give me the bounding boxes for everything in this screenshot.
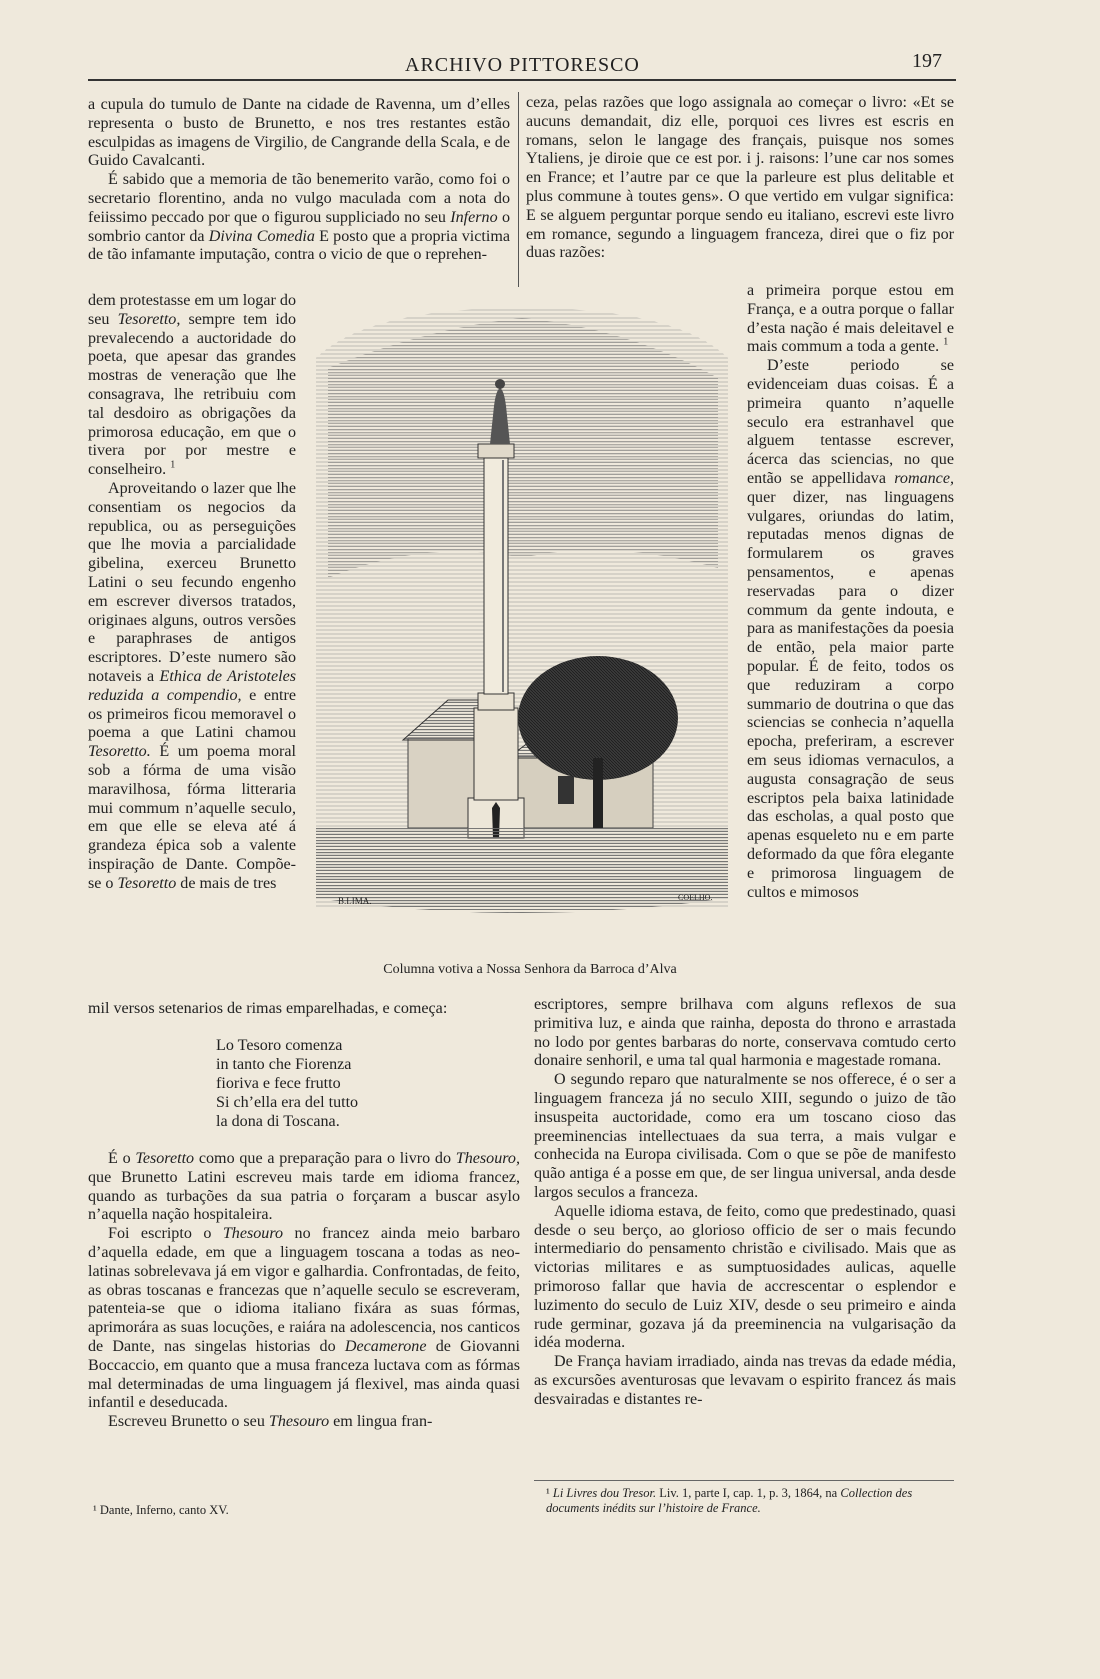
- poem-line: fioriva e fece frutto: [216, 1075, 341, 1092]
- poem-line: Lo Tesoro comenza: [216, 1037, 343, 1054]
- ground: [316, 828, 728, 913]
- paragraph: a primeira porque estou em França, e a outra porque o fallar d’esta nação é mais deleitavel e mais commum a toda a gente. $^1$: [747, 282, 954, 356]
- paragraph: a cupula do tumulo de Dante na cidade de Ravenna, um d’elles representa o busto de Brunetto, e nos tres restantes estão esculpidas as imagens de Virgilio, de Cangrande della Scala, e de Guido Cavalcanti.: [88, 96, 510, 170]
- paragraph: dem protestasse em um logar do seu Tesoretto, sempre tem ido prevalecendo a auctoridade do poeta, que apesar das grandes mostras de veneração que lhe consagrava, lhe retribuiu com tal desdoiro as obrigações da primorosa educação, em que o tivera por por mestre e conselheiro. $^1$: [88, 292, 296, 479]
- column-engraving: [308, 308, 736, 954]
- footnote-left: ¹ Dante, Inferno, canto XV.: [93, 1503, 229, 1517]
- column-shaft: [484, 458, 508, 694]
- paragraph: D’este periodo se evidenceiam duas coisas. É a primeira quanto n’aquelle seculo era estranhavel que alguem tentasse escrever, ácerca das sciencias, no que então se appellidava romance, quer dizer, nas linguagens vulgares, oriundas do latim, reputadas menos dignas de formularem os graves pensamentos, e apenas reservadas para o dizer commum da gente indouta, e para as manifestações da poesia de então, pela maior parte popular. É de feito, todos os que reduziram a corpo summario de doutrina o que das sciencias se conhecia n’aquella epocha, preferiram, a escrever em seus idiomas vernaculos, a augusta consagração de seus escriptos pela baixa latinidade das escholas, a qual posto que apenas esqueleto nu e em parte deformado da que fôra elegante e primorosa linguagem de cultos e mimosos: [747, 357, 954, 901]
- poem-line: in tanto che Fiorenza: [216, 1056, 352, 1073]
- footnote-marker: 1: [170, 459, 176, 471]
- journal-title: ARCHIVO PITTORESCO: [405, 54, 640, 76]
- poem-line: Si ch’ella era del tutto: [216, 1094, 359, 1111]
- page-number: 197: [912, 50, 942, 72]
- right-column-bottom: [534, 996, 956, 1410]
- engraver-signature-left: B.LIMA.: [338, 896, 372, 906]
- left-column-bottom: [88, 1150, 520, 1432]
- paragraph: Aproveitando o lazer que lhe consentiam os negocios da republica, ou as perseguições que lhe movia a parcialidade gibelina, exerceu Brunetto Latini o seu fecundo engenho em escrever diversos tratados, originaes alguns, outros versões e paraphrases de antigos escriptores. D’este numero são notaveis a Ethica de Aristoteles reduzida a compendio, e entre os primeiros ficou memoravel o poema a que Latini chamou Tesoretto. É um poema moral sob a fórma de uma visão maravilhosa, fórma litteraria mui commum n’aquelle seculo, em que elle se eleva até á grandeza épica sob a valente inspiração de Dante. Compõe-se o Tesoretto de mais de tres: [88, 479, 296, 892]
- paragraph: escriptores, sempre brilhava com alguns reflexos de sua primitiva luz, e ainda que rainha, deposta do throno e arrastada no lodo por gentes barbaras do norte, conservava comtudo certo donaire senhoril, e uma tal qual harmonia e magestade romana.: [534, 996, 956, 1070]
- clouds: [328, 318, 718, 578]
- paragraph: O segundo reparo que naturalmente se nos offerece, é o ser a linguagem franceza já no seculo XIII, segundo o juizo de tão insuspeita auctoridade, como era um toscano cioso das preeminencias intellectuaes da sua terra, a mais vulgar e conhecida na Europa civilisada. Com o que se põe de manifesto quão antiga é a posse em que, de ser lingua universal, anda desde largos seculos a franceza.: [534, 1071, 956, 1201]
- poem-quote: [216, 1036, 358, 1131]
- header-rule: [88, 79, 956, 81]
- paragraph: De França haviam irradiado, ainda nas trevas da edade média, as excursões aventurosas que levavam o espirito francez ás mais desvairadas e distantes re-: [534, 1353, 956, 1408]
- paragraph: Foi escripto o Thesouro no francez ainda meio barbaro d’aquella edade, em que a linguagem toscana a todas as neo-latinas sobrelevava já em vigor e galhardia. Confrontadas, de feito, as obras toscanas e francezas que n’aquelle seculo se escreveram, patenteia-se que o idioma italiano fixára as suas fórmas, aprimorára as suas locuções, e raiára na adolescencia, nos canticos de Dante, nas singelas historias do Decamerone de Giovanni Boccaccio, em quanto que a musa franceza luctava com as fórmas mal determinadas de uma linguagem já flexivel, mas ainda quasi infantil e deseducada.: [88, 1225, 520, 1412]
- footnote-marker: 1: [943, 337, 949, 349]
- left-column-narrow: [88, 292, 296, 894]
- left-column-top: [88, 96, 510, 265]
- column-rule: [518, 92, 519, 287]
- footnote-rule: [534, 1480, 954, 1481]
- right-column-narrow: [747, 282, 954, 902]
- footnote-right: ¹ Li Livres dou Tresor. Liv. 1, parte I, cap. 1, p. 3, 1864, na Collection des documents inédits sur l’histoire de France.: [546, 1486, 913, 1515]
- paragraph: É o Tesoretto como que a preparação para o livro do Thesouro, que Brunetto Latini escreveu mais tarde em idioma francez, quando as turbações da sua patria o forçaram a buscar asylo n’aquella nação hospitaleira.: [88, 1150, 520, 1224]
- paragraph: Escreveu Brunetto o seu Thesouro em lingua fran-: [108, 1413, 433, 1431]
- figure-caption: Columna votiva a Nossa Senhora da Barroca d’Alva: [383, 962, 677, 977]
- engraver-signature-right: COELHO.: [678, 893, 713, 902]
- paragraph: É sabido que a memoria de tão benemerito varão, como foi o secretario florentino, anda no vulgo maculada com a nota do feiissimo peccado por que o figurou suppliciado no seu Inferno o sombrio cantor da Divina Comedia E posto que a propria victima de tão infamante imputação, contra o vicio de que o reprehen-: [88, 171, 511, 264]
- poem-line: la dona di Toscana.: [216, 1113, 340, 1130]
- paragraph: mil versos setenarios de rimas emparelhadas, e começa:: [88, 1000, 448, 1017]
- paragraph: ceza, pelas razões que logo assignala ao começar o livro: «Et se aucuns demandait, diz elle, porquoi ces livres est escris en romans, selon le langage des français, puisque nos somes Ytaliens, je diroie que ce est por. i j. raisons: l’une car nos somes en France; et l’autre par ce que la parleure est plus delitable et plus commune à toutes gens». O que vertido em vulgar significa: E se alguem perguntar porque sendo eu italiano, escrevi este livro em romance, segundo a linguagem franceza, direi que o fiz por duas razões:: [526, 94, 954, 262]
- left-column-mid: [88, 1000, 520, 1019]
- paragraph: Aquelle idioma estava, de feito, como que predestinado, quasi desde o seu berço, ao glorioso officio de ser o mais fecundo intermediario do pensamento christão e civilisado. Mais que as victorias militares e as sumptuosidades aulicas, aquelle primoroso fallar que havia de accrescentar o esplendor e luzimento do seculo de Luiz XIV, desde o seu primeiro e ainda rude germinar, gozava já da preeminencia na vulgarisação da idéa moderna.: [534, 1202, 956, 1352]
- right-column-top: [526, 94, 954, 263]
